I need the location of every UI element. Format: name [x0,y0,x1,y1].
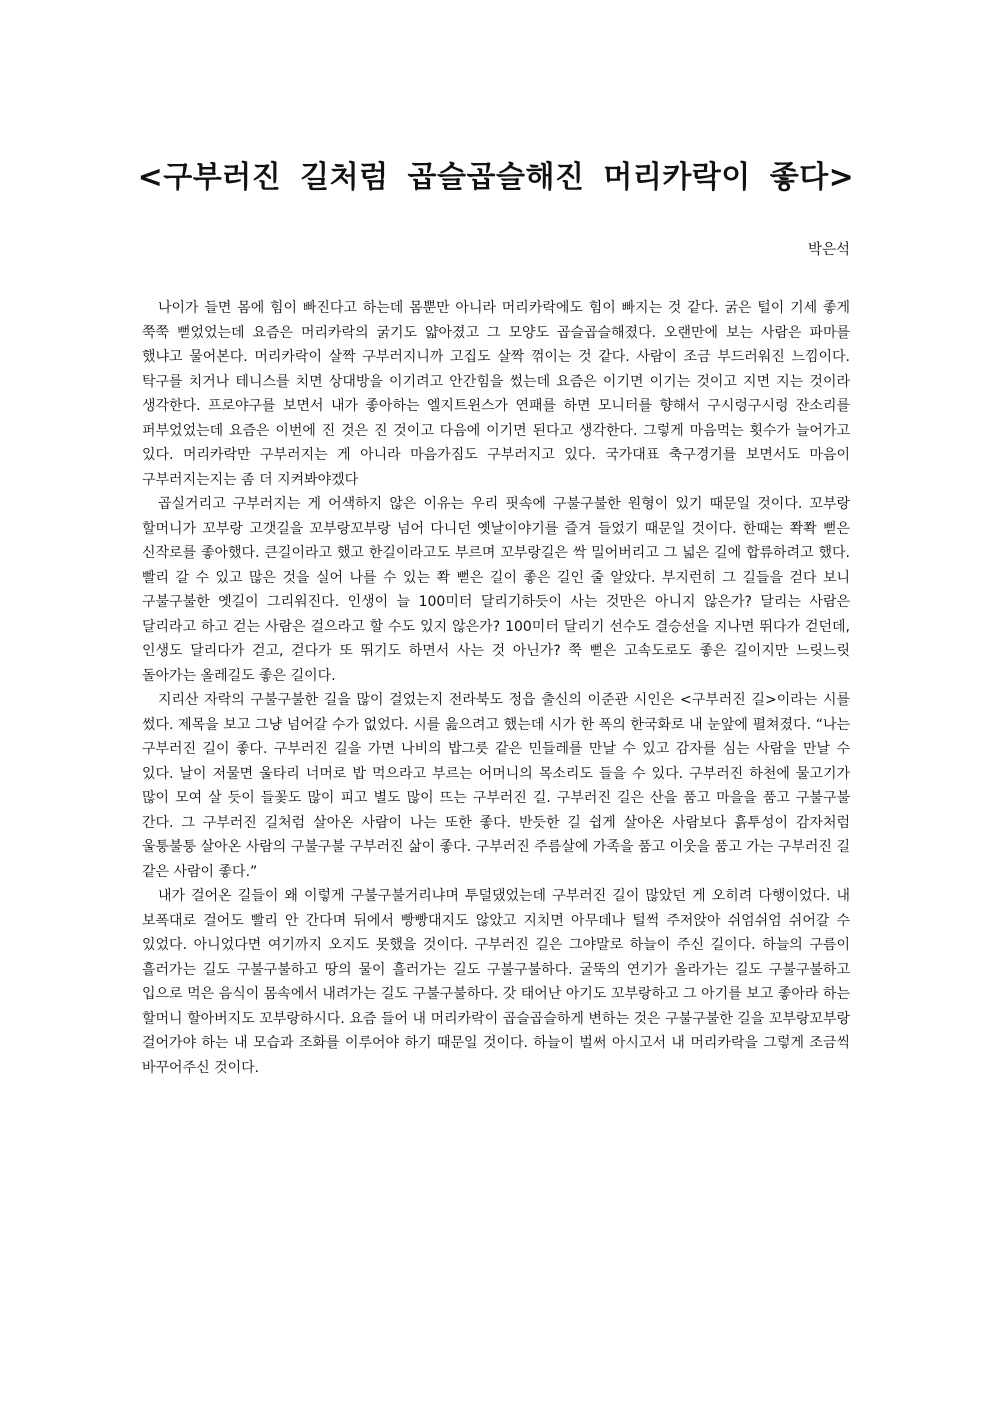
author-name: 박은석 [807,242,850,258]
paragraph-3: 지리산 자락의 구불구불한 길을 많이 걸었는지 전라북도 정읍 출신의 이준관 시인은 <구부러진 길>이라는 시를 썼다. 제목을 보고 그냥 넘어갈 수가 없었다. 시를 읊으려고 했는데 시가 한 폭의 한국화로 내 눈앞에 펼쳐졌다. “나는 구부러진 길이 좋다. 구부러진 길을 가면 나비의 밥그릇 같은 민들레를 만날 수 있고 감자를 심는 사람을 만날 수 있다. 날이 저물면 울타리 너머로 밥 먹으라고 부르는 어머니의 목소리도 들을 수 있다. 구부러진 하천에 물고기가 많이 모여 살 듯이 들꽃도 많이 피고 별도 많이 뜨는 구부러진 길. 구부러진 길은 산을 품고 마을을 품고 구불구불 간다. 그 구부러진 길처럼 살아온 사람이 나는 또한 좋다. 반듯한 길 쉽게 살아온 사람보다 흙투성이 감자처럼 울퉁불퉁 살아온 사람의 구불구불 구부러진 삶이 좋다. 구부러진 주름살에 가족을 품고 이웃을 품고 가는 구부러진 길 같은 사람이 좋다.” [142,692,850,880]
paragraph-2: 곱실거리고 구부러지는 게 어색하지 않은 이유는 우리 핏속에 구불구불한 원형이 있기 때문일 것이다. 꼬부랑 할머니가 꼬부랑 고갯길을 꼬부랑꼬부랑 넘어 다니던 옛날이야기를 즐겨 들었기 때문일 것이다. 한때는 쫙쫙 뻗은 신작로를 좋아했다. 큰길이라고 했고 한길이라고도 부르며 꼬부랑길은 싹 밀어버리고 그 넓은 길에 합류하려고 했다. 빨리 갈 수 있고 많은 것을 실어 나를 수 있는 쫙 뻗은 길이 좋은 길인 줄 알았다. 부지런히 그 길들을 걷다 보니 구불구불한 옛길이 그리워진다. 인생이 늘 100미터 달리기하듯이 사는 것만은 아니지 않은가? 달리는 사람은 달리라고 하고 걷는 사람은 걸으라고 할 수도 있지 않은가? 100미터 달리기 선수도 결승선을 지나면 뛰다가 걷던데, 인생도 달리다가 걷고, 걷다가 또 뛰기도 하면서 사는 것 아닌가? 쭉 뻗은 고속도로도 좋은 길이지만 느릿느릿 돌아가는 올레길도 좋은 길이다. [142,496,850,684]
document-title: <구부러진 길처럼 곱슬곱슬해진 머리카락이 좋다> [137,160,855,195]
paragraph-1: 나이가 들면 몸에 힘이 빠진다고 하는데 몸뿐만 아니라 머리카락에도 힘이 빠지는 것 같다. 굵은 털이 기세 좋게 쭉쭉 뻗었었는데 요즘은 머리카락의 굵기도 얇아졌고 그 모양도 곱슬곱슬해졌다. 오랜만에 보는 사람은 파마를 했냐고 물어본다. 머리카락이 살짝 구부러지니까 고집도 살짝 꺾이는 것 같다. 사람이 조금 부드러워진 느낌이다. 탁구를 치거나 테니스를 치면 상대방을 이기려고 안간힘을 썼는데 요즘은 이기면 이기는 것이고 지면 지는 것이라 생각한다. 프로야구를 보면서 내가 좋아하는 엘지트윈스가 연패를 하면 모니터를 향해서 구시렁구시렁 잔소리를 퍼부었었는데 요즘은 이번에 진 것은 진 것이고 다음에 이기면 된다고 생각한다. 그렇게 마음먹는 횟수가 늘어가고 있다. 머리카락만 구부러지는 게 아니라 마음가짐도 구부러지고 있다. 국가대표 축구경기를 보면서도 마음이 구부러지는지는 좀 더 지켜봐야겠다 [142,300,850,488]
document-body [142,296,850,1080]
paragraph-4: 내가 걸어온 길들이 왜 이렇게 구불구불거리냐며 투덜댔었는데 구부러진 길이 많았던 게 오히려 다행이었다. 내 보폭대로 걸어도 빨리 안 간다며 뒤에서 빵빵대지도 않았고 지치면 아무데나 털썩 주저앉아 쉬엄쉬엄 쉬어갈 수 있었다. 아니었다면 여기까지 오지도 못했을 것이다. 구부러진 길은 그야말로 하늘이 주신 길이다. 하늘의 구름이 흘러가는 길도 구불구불하고 땅의 물이 흘러가는 길도 구불구불하다. 굴뚝의 연기가 올라가는 길도 구불구불하고 입으로 먹은 음식이 몸속에서 내려가는 길도 구불구불하다. 갓 태어난 아기도 꼬부랑하고 그 아기를 보고 좋아라 하는 할머니 할아버지도 꼬부랑하시다. 요즘 들어 내 머리카락이 곱슬곱슬하게 변하는 것은 구불구불한 길을 꼬부랑꼬부랑 걸어가야 하는 내 모습과 조화를 이루어야 하기 때문일 것이다. 하늘이 벌써 아시고서 내 머리카락을 그렇게 조금씩 바꾸어주신 것이다. [142,888,850,1076]
